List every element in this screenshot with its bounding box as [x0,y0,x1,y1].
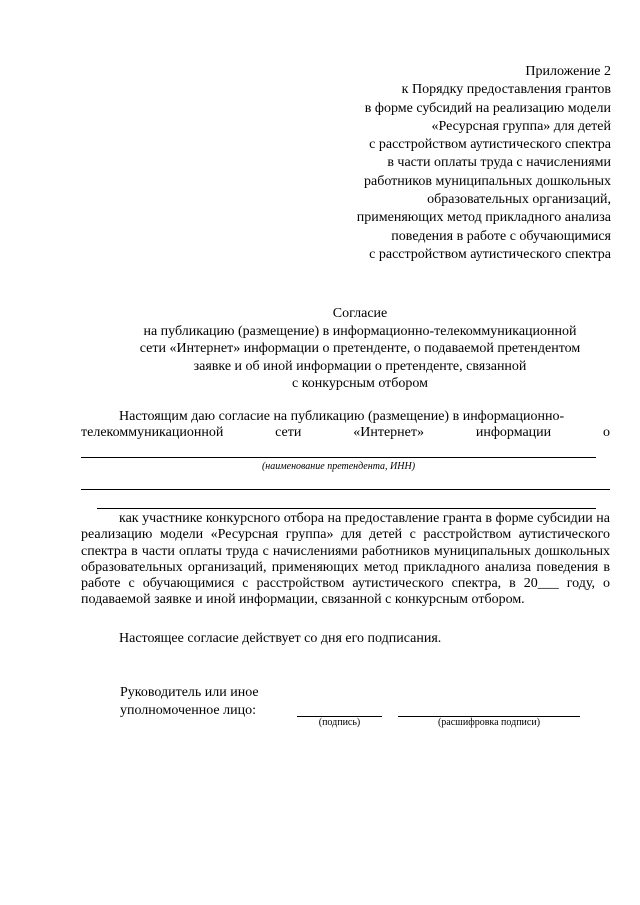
consent-word: телекоммуникационной [81,425,224,440]
applicant-name-line [81,457,596,458]
consent-validity: Настоящее согласие действует со дня его подписания. [119,631,442,646]
signer-label-line: Руководитель или иное [120,685,259,700]
appendix-line: образовательных организаций, [427,192,611,208]
appendix-line: поведения в работе с обучающимися [391,228,611,244]
consent-word: о [603,425,610,440]
title-line: Согласие [332,306,388,321]
applicant-caption: (наименование претендента, ИНН) [261,461,416,472]
consent-word: сети [275,425,302,440]
document-title [80,305,640,393]
signer-label-line: уполномоченное лицо: [120,702,257,718]
appendix-line: в части оплаты труда с начислениями [387,155,611,171]
appendix-line: Приложение 2 [525,64,611,79]
title-line: заявке и об иной информации о претенденте, связанной [193,358,527,374]
title-line: с конкурсным отбором [291,376,429,391]
signature-caption: (подпись) [318,717,361,728]
applicant-extra-line [81,489,610,490]
signer-label [120,684,259,719]
title-line: сети «Интернет» информации о претенденте, о подаваемой претендентом [139,341,581,356]
appendix-header [357,63,611,264]
signature-decoding-caption: (расшифровка подписи) [437,717,541,728]
consent-first-line: Настоящим даю согласие на публикацию (размещение) в информационно- [119,409,565,424]
consent-word: информации [475,425,552,440]
appendix-line: с расстройством аутистического спектра [369,137,611,153]
appendix-line: применяющих метод прикладного анализа [356,210,611,226]
consent-word: «Интернет» [353,425,424,440]
consent-second-line [81,425,610,441]
applicant-extra-line [97,508,596,509]
appendix-line: к Порядку предоставления грантов [401,82,611,98]
appendix-line: в форме субсидий на реализацию модели [364,100,611,116]
title-line: на публикацию (размещение) в информационно-телекоммуникационной [143,323,577,339]
consent-main-paragraph: как участнике конкурсного отбора на предоставление гранта в форме субсидии на реализацию модели «Ресурсная группа» для детей с расстройством аутистического спектра в части оплаты труда с начислениями работников муниципальных дошкольных образовательных организаций, применяющих метод прикладного анализа поведения в работе с обучающимися с расстройством аутистического спектра, в 20___ году, о подаваемой заявке и иной информации, связанной с конкурсным отбором. [81,511,610,608]
appendix-line: работников муниципальных дошкольных [364,173,611,189]
appendix-line: «Ресурсная группа» для детей [431,118,611,134]
appendix-line: с расстройством аутистического спектра [369,246,611,262]
